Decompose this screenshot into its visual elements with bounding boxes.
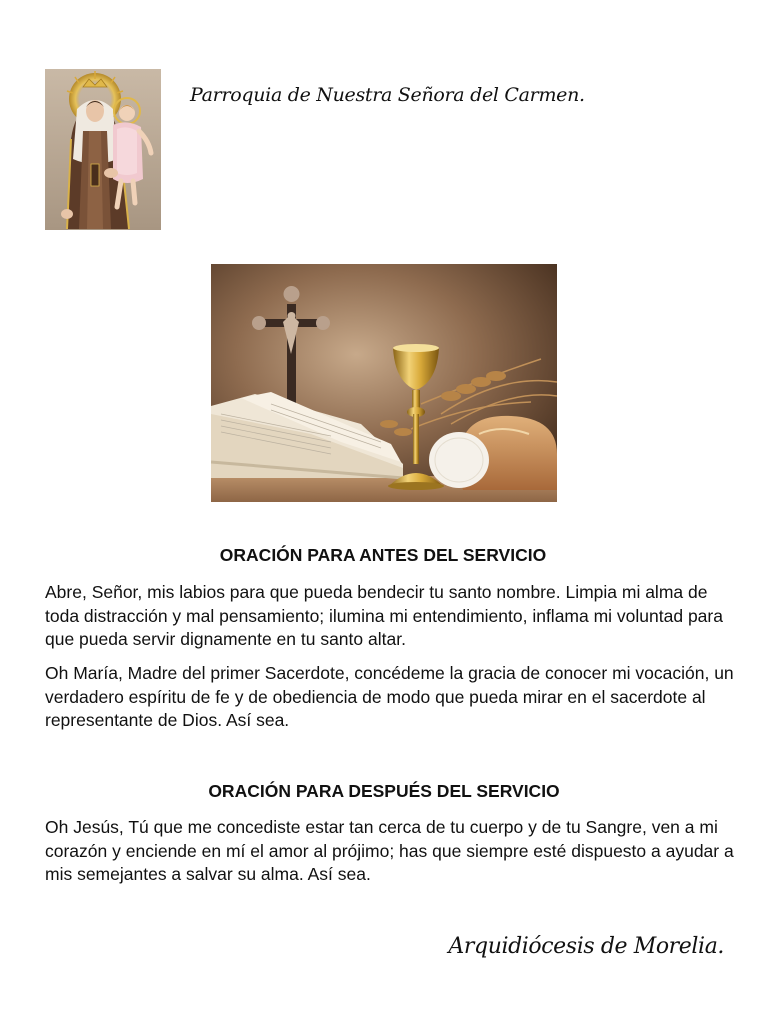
prayer-before-paragraph-2: Oh María, Madre del primer Sacerdote, concédeme la gracia de conocer mi vocación, un verdadero espíritu de fe y de obediencia de modo que pueda mirar en el sacerdote al representante de Dios. Así sea.: [45, 663, 734, 730]
parish-title: Parroquia de Nuestra Señora del Carmen.: [190, 84, 585, 106]
eucharist-photo: [211, 264, 557, 502]
archdiocese-signature: Arquidiócesis de Morelia.: [448, 934, 724, 959]
prayer-after-paragraph-1: Oh Jesús, Tú que me concediste estar tan cerca de tu cuerpo y de tu Sangre, ven a mi corazón y enciende en mí el amor al prójimo; has que siempre esté dispuesto a ayudar a mis semejantes a salvar su alma. Así sea.: [45, 817, 734, 884]
heading-after-service: ORACIÓN PARA DESPUÉS DEL SERVICIO: [208, 781, 560, 801]
heading-before-service: ORACIÓN PARA ANTES DEL SERVICIO: [219, 545, 547, 565]
prayer-before-paragraph-1: Abre, Señor, mis labios para que pueda bendecir tu santo nombre. Limpia mi alma de toda distracción y mal pensamiento; ilumina mi entendimiento, inflama mi voluntad para que pueda servir dignamente en tu santo altar.: [45, 582, 723, 649]
virgin-del-carmen-image: [45, 69, 161, 230]
